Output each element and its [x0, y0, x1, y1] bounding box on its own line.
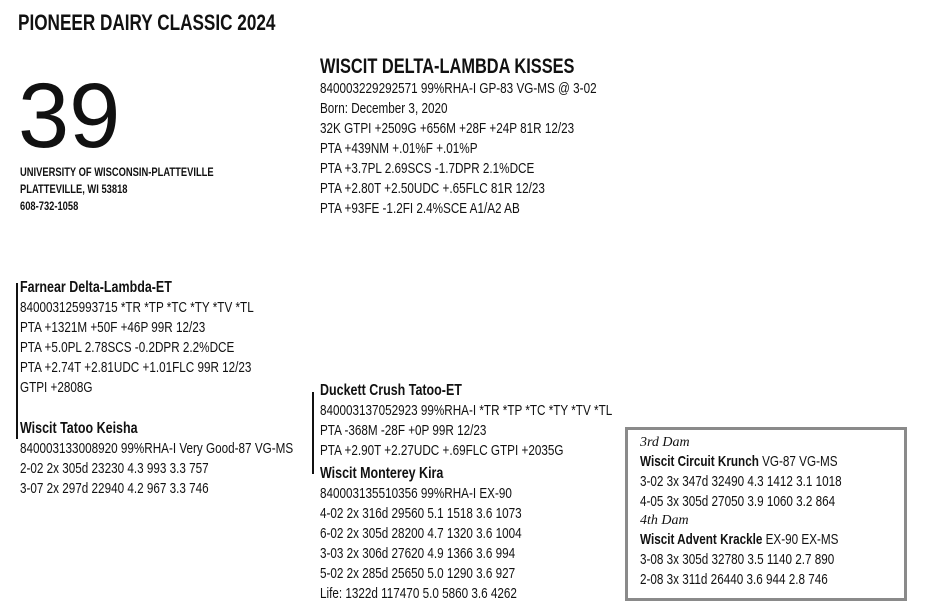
third-dam-title: [640, 452, 899, 472]
animal-name: WISCIT DELTA-LAMBDA KISSES: [320, 55, 575, 78]
event-title: PIONEER DAIRY CLASSIC 2024: [18, 10, 276, 35]
maternal-dam-lifetime-line: Life: 1322d 117470 5.0 5860 3.6 4262: [320, 585, 517, 602]
animal-details: [320, 79, 675, 219]
sire-detail-line: PTA +5.0PL 2.78SCS -0.2DPR 2.2%DCE: [20, 339, 235, 356]
maternal-dam-record-line: 4-02 2x 316d 29560 5.1 1518 3.6 1073: [320, 505, 522, 522]
third-dam-name: Wiscit Circuit Krunch: [640, 453, 759, 470]
pedigree-bracket-left: [16, 283, 18, 439]
fourth-dam-name: Wiscit Advent Krackle: [640, 531, 763, 548]
animal-detail-line: Born: December 3, 2020: [320, 100, 448, 117]
sire-detail-line: PTA +2.74T +2.81UDC +1.01FLC 99R 12/23: [20, 359, 252, 376]
sire-detail-line: 840003125993715 *TR *TP *TC *TY *TV *TL: [20, 299, 254, 316]
maternal-dam-record-line: 6-02 2x 305d 28200 4.7 1320 3.6 1004: [320, 525, 522, 542]
sire-name: Farnear Delta-Lambda-ET: [20, 279, 172, 296]
sire-block: [20, 278, 320, 398]
maternal-dam-block: [320, 464, 579, 604]
consignor-name: UNIVERSITY OF WISCONSIN-PLATTEVILLE: [20, 165, 214, 179]
consignor-block: [20, 164, 268, 215]
fourth-dam-record-line: 2-08 3x 311d 26440 3.6 944 2.8 746: [640, 571, 828, 588]
maternal-sire-detail-line: PTA -368M -28F +0P 99R 12/23: [320, 422, 487, 439]
fourth-dam-title: [640, 530, 899, 550]
third-dam-classification: VG-87 VG-MS: [762, 453, 838, 470]
animal-detail-line: PTA +93FE -1.2FI 2.4%SCE A1/A2 AB: [320, 200, 520, 217]
dam-detail-line: 840003133008920 99%RHA-I Very Good-87 VG-MS: [20, 440, 294, 457]
maternal-dam-record-line: 3-03 2x 306d 27620 4.9 1366 3.6 994: [320, 545, 516, 562]
third-dam-label: 3rd Dam: [640, 435, 690, 450]
fourth-dam-classification: EX-90 EX-MS: [765, 531, 839, 548]
animal-detail-line: PTA +2.80T +2.50UDC +.65FLC 81R 12/23: [320, 180, 545, 197]
animal-detail-line: 840003229292571 99%RHA-I GP-83 VG-MS @ 3-02: [320, 80, 597, 97]
animal-detail-line: 32K GTPI +2509G +656M +28F +24P 81R 12/23: [320, 120, 575, 137]
sire-detail-line: GTPI +2808G: [20, 379, 93, 396]
maternal-sire-detail-line: PTA +2.90T +2.27UDC +.69FLC GTPI +2035G: [320, 442, 564, 459]
sire-detail-line: PTA +1321M +50F +46P 99R 12/23: [20, 319, 206, 336]
dam-name: Wiscit Tatoo Keisha: [20, 420, 138, 437]
third-dam-record-line: 4-05 3x 305d 27050 3.9 1060 3.2 864: [640, 493, 836, 510]
maternal-dam-name: Wiscit Monterey Kira: [320, 465, 444, 482]
animal-detail-line: PTA +439NM +.01%F +.01%P: [320, 140, 478, 157]
fourth-dam-label: 4th Dam: [640, 513, 689, 528]
ancestor-dams-box: [625, 427, 907, 601]
maternal-sire-name: Duckett Crush Tatoo-ET: [320, 382, 462, 399]
dam-record-line: 3-07 2x 297d 22940 4.2 967 3.3 746: [20, 480, 209, 497]
fourth-dam-record-line: 3-08 3x 305d 32780 3.5 1140 2.7 890: [640, 551, 835, 568]
maternal-sire-detail-line: 840003137052923 99%RHA-I *TR *TP *TC *TY *TV *TL: [320, 402, 613, 419]
consignor-location: PLATTEVILLE, WI 53818: [20, 182, 128, 196]
dam-block: [20, 419, 370, 499]
maternal-dam-detail-line: 840003135510356 99%RHA-I EX-90: [320, 485, 512, 502]
animal-detail-line: PTA +3.7PL 2.69SCS -1.7DPR 2.1%DCE: [320, 160, 535, 177]
dam-record-line: 2-02 2x 305d 23230 4.3 993 3.3 757: [20, 460, 209, 477]
consignor-phone: 608-732-1058: [20, 199, 79, 213]
lot-number: 39: [18, 65, 121, 167]
maternal-dam-record-line: 5-02 2x 285d 25650 5.0 1290 3.6 927: [320, 565, 516, 582]
third-dam-record-line: 3-02 3x 347d 32490 4.3 1412 3.1 1018: [640, 473, 842, 490]
